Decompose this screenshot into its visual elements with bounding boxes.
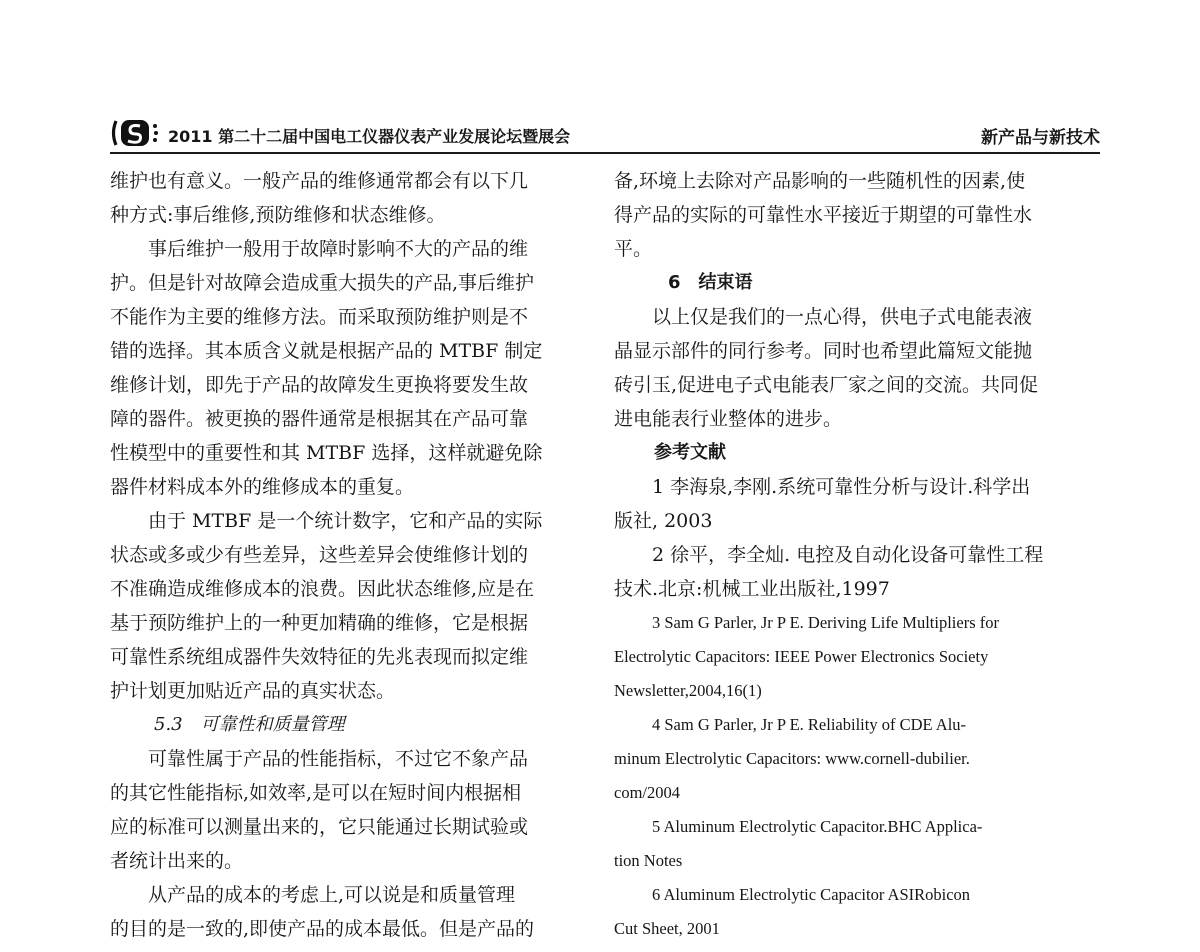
text-line: 进电能表行业整体的进步。 (614, 408, 843, 430)
text-line: 种方式:事后维修,预防维修和状态维修。 (110, 204, 446, 226)
text-line: 不能作为主要的维修方法。而采取预防维护则是不 (110, 306, 529, 328)
text-line: 维修计划，即先于产品的故障发生更换将要发生故 (110, 374, 529, 396)
reference-line: 5 Aluminum Electrolytic Capacitor.BHC Applica- (652, 817, 983, 836)
right-column (614, 164, 1102, 946)
text-line: 备,环境上去除对产品影响的一些随机性的因素,使 (614, 170, 1026, 192)
text-line: 得产品的实际的可靠性水平接近于期望的可靠性水 (614, 204, 1033, 226)
text-line: 的其它性能指标,如效率,是可以在短时间内根据相 (110, 782, 522, 804)
reference-line: Newsletter,2004,16(1) (614, 681, 762, 700)
reference-line: tion Notes (614, 851, 683, 870)
text-line: 的目的是一致的,即使产品的成本最低。但是产品的 (110, 918, 535, 940)
text-line: 基于预防维护上的一种更加精确的维修，它是根据 (110, 612, 529, 634)
reference-line: Electrolytic Capacitors: IEEE Power Electronics Society (614, 647, 989, 666)
reference-line: 1 李海泉,李刚.系统可靠性分析与设计.科学出 (652, 476, 1031, 498)
section-heading-conclusion: 6 结束语 (668, 272, 753, 293)
reference-line: 版社, 2003 (614, 510, 713, 532)
left-column (110, 164, 588, 946)
text-line: 护计划更加贴近产品的真实状态。 (110, 680, 396, 702)
text-line: 以上仅是我们的一点心得，供电子式电能表液 (652, 306, 1033, 328)
text-line: 晶显示部件的同行参考。同时也希望此篇短文能抛 (614, 340, 1033, 362)
reference-line: minum Electrolytic Capacitors: www.cornell-dubilier. (614, 749, 970, 768)
reference-line: 6 Aluminum Electrolytic Capacitor ASIRobicon (652, 885, 971, 904)
reference-line: 2 徐平，李全灿. 电控及自动化设备可靠性工程 (652, 544, 1044, 566)
section-heading-5-3: 5.3 可靠性和质量管理 (154, 714, 345, 735)
reference-line: 技术.北京:机械工业出版社,1997 (614, 578, 890, 600)
text-line: 不准确造成维修成本的浪费。因此状态维修,应是在 (110, 578, 535, 600)
text-line: 状态或多或少有些差异，这些差异会使维修计划的 (110, 544, 529, 566)
text-line: 障的器件。被更换的器件通常是根据其在产品可靠 (110, 408, 529, 430)
header-rule (110, 152, 1100, 154)
reference-line: com/2004 (614, 783, 680, 802)
reference-line: 3 Sam G Parler, Jr P E. Deriving Life Multipliers for (652, 613, 999, 632)
page-header (110, 118, 1100, 152)
text-line: 从产品的成本的考虑上,可以说是和质量管理 (148, 884, 516, 906)
conference-title: 2011 第二十二届中国电工仪器仪表产业发展论坛暨展会 (168, 127, 571, 146)
text-line: 可靠性属于产品的性能指标，不过它不象产品 (148, 748, 529, 770)
text-line: 维护也有意义。一般产品的维修通常都会有以下几 (110, 170, 529, 192)
text-line: 可靠性系统组成器件失效特征的先兆表现而拟定维 (110, 646, 529, 668)
section-label: 新产品与新技术 (981, 128, 1100, 148)
text-line: 错的选择。其本质含义就是根据产品的 MTBF 制定 (110, 340, 543, 362)
conference-logo-icon (110, 118, 162, 148)
reference-line: Cut Sheet, 2001 (614, 919, 720, 938)
text-line: 事后维护一般用于故障时影响不大的产品的维 (148, 238, 529, 260)
text-line: 平。 (614, 238, 653, 260)
reference-line: 4 Sam G Parler, Jr P E. Reliability of CDE Alu- (652, 715, 967, 734)
text-line: 砖引玉,促进电子式电能表厂家之间的交流。共同促 (614, 374, 1039, 396)
text-line: 性模型中的重要性和其 MTBF 选择，这样就避免除 (110, 442, 543, 464)
text-line: 者统计出来的。 (110, 850, 244, 872)
text-line: 护。但是针对故障会造成重大损失的产品,事后维护 (110, 272, 535, 294)
text-line: 由于 MTBF 是一个统计数字，它和产品的实际 (148, 510, 543, 532)
references-heading: 参考文献 (654, 442, 726, 463)
text-line: 应的标准可以测量出来的，它只能通过长期试验或 (110, 816, 529, 838)
text-line: 器件材料成本外的维修成本的重复。 (110, 476, 415, 498)
